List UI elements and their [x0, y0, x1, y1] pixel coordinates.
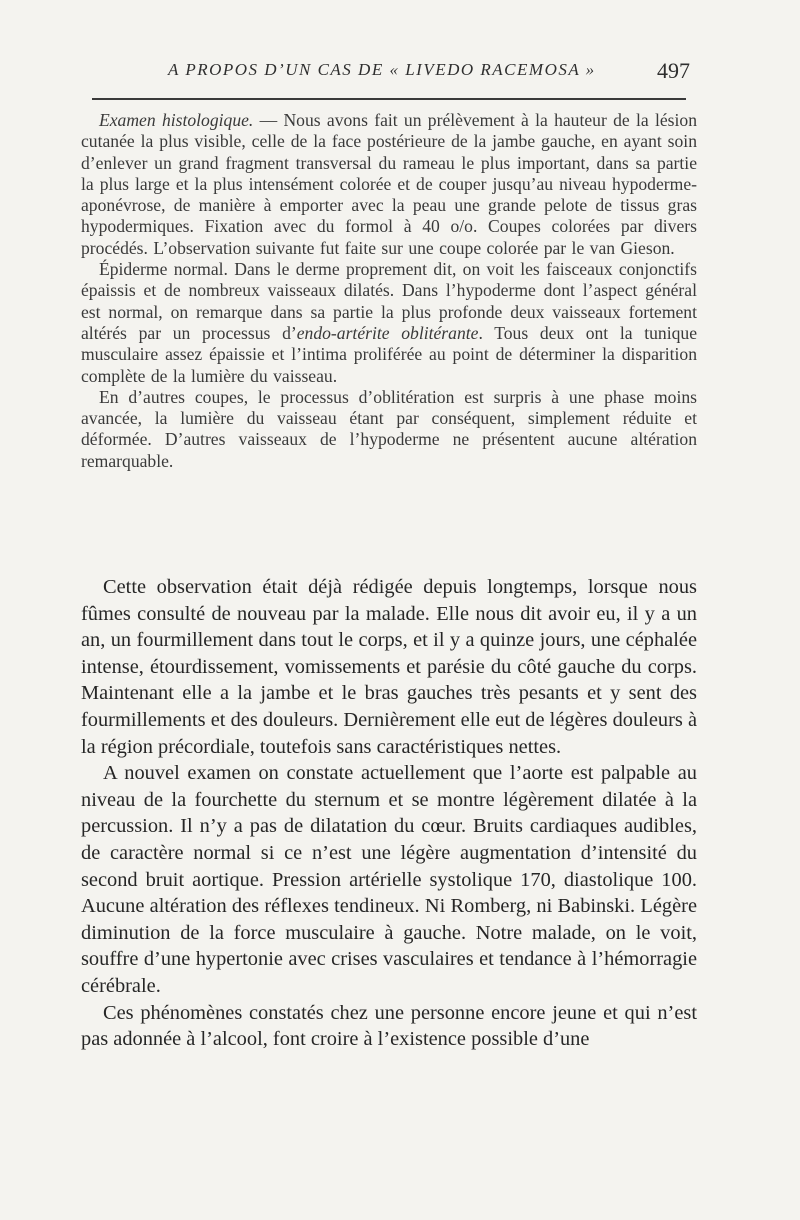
- observation-section: [81, 574, 697, 1053]
- observation-paragraph-1: Cette observation était déjà rédigée depuis longtemps, lorsque nous fûmes consulté de nouveau par la malade. Elle nous dit avoir eu, il y a un an, un fourmillement dans tout le corps, et il y a quinze jours, une céphalée intense, étourdissement, vomissements et parésie du côté gauche du corps. Maintenant elle a la jambe et le bras gauches très pesants et y sent des fourmillements et des douleurs. Dernièrement elle eut de légères douleurs à la région précordiale, toutefois sans caractéristiques nettes.: [81, 576, 697, 758]
- histology-section: [81, 110, 697, 472]
- histology-paragraph-1: [81, 110, 697, 259]
- histology-paragraph-2-text-a: Épiderme normal. Dans le derme proprement dit, on voit les faisceaux conjonctifs épaissis et de nombreux vaisseaux dilatés. Dans l’hypoderme dont l’aspect général est normal, on remarque dans sa partie la plus profonde deux vaisseaux fortement altérés par un processus d’: [81, 259, 697, 343]
- italic-term: endo-artérite oblitérante: [296, 322, 479, 343]
- page-number: 497: [657, 58, 690, 83]
- histology-paragraph-3: En d’autres coupes, le processus d’oblitération est surpris à une phase moins avancée, la lumière du vaisseau étant par conséquent, simplement réduite et déformée. D’autres vaisseaux de l’hypoderme ne présentent aucune altération remarquable.: [81, 386, 697, 471]
- section-heading: Examen histologique.: [99, 110, 254, 130]
- observation-paragraph-2: A nouvel examen on constate actuellement que l’aorte est palpable au niveau de la fourchette du sternum et se montre légèrement dilatée à la percussion. Il n’y a pas de dilatation du cœur. Bruits cardiaques audibles, de caractère normal si ce n’est une légère augmentation d’intensité du second bruit aortique. Pression artérielle systolique 170, diastolique 100. Aucune altération des réflexes tendineux. Ni Romberg, ni Babinski. Légère diminution de la force musculaire à gauche. Notre malade, on le voit, souffre d’une hypertonie avec crises vasculaires et tendance à l’hémorragie cérébrale.: [81, 762, 697, 997]
- running-title: A PROPOS D’UN CAS DE « LIVEDO RACEMOSA »: [168, 60, 596, 79]
- histology-paragraph-2: [81, 259, 697, 387]
- histology-paragraph-1-text: — Nous avons fait un prélèvement à la hauteur de la lésion cutanée la plus visible, celle de la face postérieure de la jambe gauche, en ayant soin d’enlever un grand fragment transversal du rameau le plus important, dans sa partie la plus large et la plus intensément colorée et de couper jusqu’au niveau hypoderme-aponévrose, de manière à emporter avec la peau une grande pelote de tissus gras hypodermiques. Fixation avec du formol à 40 o/o. Coupes colorées par divers procédés. L’observation suivante fut faite sur une coupe colorée par le van Gieson.: [81, 110, 697, 258]
- histology-paragraph-2-text-b: . Tous deux ont la tunique musculaire assez épaissie et l’intima proliférée au point de déterminer la disparition complète de la lumière du vaisseau.: [81, 322, 698, 386]
- observation-paragraph-3: Ces phénomènes constatés chez une personne encore jeune et qui n’est pas adonnée à l’alcool, font croire à l’existence possible d’une: [81, 1001, 697, 1051]
- header-rule: [92, 98, 686, 100]
